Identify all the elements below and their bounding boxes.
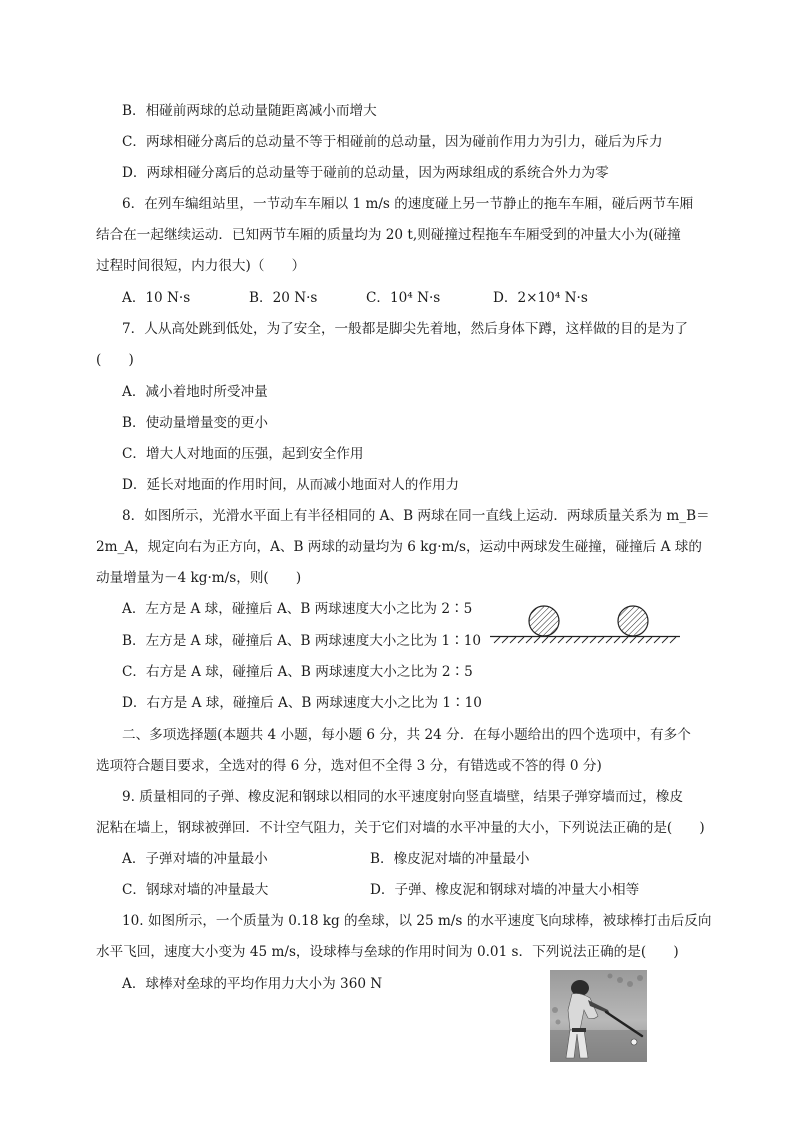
q6-stem-line-3: 过程时间很短，内力很大)（ ） [96, 258, 306, 274]
q6-option-a: A．10 N·s [122, 290, 191, 306]
q9-option-d: D．子弹、橡皮泥和钢球对墙的冲量大小相等 [370, 882, 640, 898]
q6-option-c: C．10⁴ N·s [366, 290, 441, 306]
q6-stem-line-2: 结合在一起继续运动．已知两节车厢的质量均为 20 t,则碰撞过程拖车车厢受到的冲量大小为(碰撞 [96, 227, 681, 243]
q8-option-d: D．右方是 A 球，碰撞后 A、B 两球速度大小之比为 1∶10 [122, 695, 482, 711]
q8-option-b: B．左方是 A 球，碰撞后 A、B 两球速度大小之比为 1∶10 [122, 633, 482, 649]
section2-heading-line-2: 选项符合题目要求，全选对的得 6 分，选对但不全得 3 分，有错选或不答的得 0 分) [96, 758, 602, 774]
q9-option-c: C．钢球对墙的冲量最大 [122, 882, 269, 898]
q10-stem-line-2: 水平飞回，速度大小变为 45 m/s，设球棒与垒球的作用时间为 0.01 s．下列说法正确的是( ) [96, 944, 679, 960]
q6-stem-line-1: 6．在列车编组站里，一节动车车厢以 1 m/s 的速度碰上另一节静止的拖车车厢，碰后两节车厢 [122, 196, 694, 212]
q8-option-a: A．左方是 A 球，碰撞后 A、B 两球速度大小之比为 2∶5 [122, 601, 473, 617]
q10-stem-line-1: 10. 如图所示，一个质量为 0.18 kg 的垒球，以 25 m/s 的水平速度飞向球棒，被球棒打击后反向 [122, 913, 712, 929]
baseball-batter-photo [550, 970, 647, 1062]
q8-option-c: C．右方是 A 球，碰撞后 A、B 两球速度大小之比为 2∶5 [122, 664, 473, 680]
q9-stem-line-2: 泥粘在墙上，钢球被弹回．不计空气阻力，关于它们对墙的水平冲量的大小，下列说法正确的是( ) [96, 820, 705, 836]
q7-option-d: D．延长对地面的作用时间，从而减小地面对人的作用力 [122, 477, 460, 493]
q10-option-a: A．球棒对垒球的平均作用力大小为 360 N [122, 976, 383, 992]
q8-stem-line-2: 2m_A，规定向右为正方向，A、B 两球的动量均为 6 kg·m/s，运动中两球发生碰撞，碰撞后 A 球的 [96, 539, 702, 555]
q5-option-c: C．两球相碰分离后的总动量不等于相碰前的总动量，因为碰前作用力为引力，碰后为斥力 [122, 134, 663, 150]
ground-hatching [494, 637, 676, 643]
q6-option-b: B．20 N·s [249, 290, 318, 306]
two-spheres-figure [490, 598, 682, 644]
q7-option-a: A．减小着地时所受冲量 [122, 384, 268, 400]
q5-option-d: D．两球相碰分离后的总动量等于碰前的总动量，因为两球组成的系统合外力为零 [122, 165, 609, 181]
q8-stem-line-1: 8．如图所示，光滑水平面上有半径相同的 A、B 两球在同一直线上运动．两球质量关系为 m_B＝ [122, 508, 710, 524]
q7-option-b: B．使动量增量变的更小 [122, 415, 268, 431]
q8-stem-line-3: 动量增量为－4 kg·m/s，则( ) [96, 570, 302, 586]
q9-option-a: A．子弹对墙的冲量最小 [122, 851, 268, 867]
q9-option-b: B．橡皮泥对墙的冲量最小 [370, 851, 530, 867]
sphere-left [529, 606, 559, 636]
q7-stem-line-1: 7．人从高处跳到低处，为了安全，一般都是脚尖先着地，然后身体下蹲，这样做的目的是为了 [122, 321, 688, 337]
section2-heading-line-1: 二、多项选择题(本题共 4 小题，每小题 6 分，共 24 分．在每小题给出的四个选项中，有多个 [122, 727, 691, 743]
sphere-right [618, 606, 648, 636]
q6-option-d: D．2×10⁴ N·s [493, 290, 588, 306]
q7-stem-line-2: ( ) [96, 352, 134, 368]
q7-option-c: C．增大人对地面的压强，起到安全作用 [122, 446, 364, 462]
q9-stem-line-1: 9. 质量相同的子弹、橡皮泥和钢球以相同的水平速度射向竖直墙壁，结果子弹穿墙而过，橡皮 [122, 789, 684, 805]
q5-option-b: B．相碰前两球的总动量随距离减小而增大 [122, 103, 377, 119]
